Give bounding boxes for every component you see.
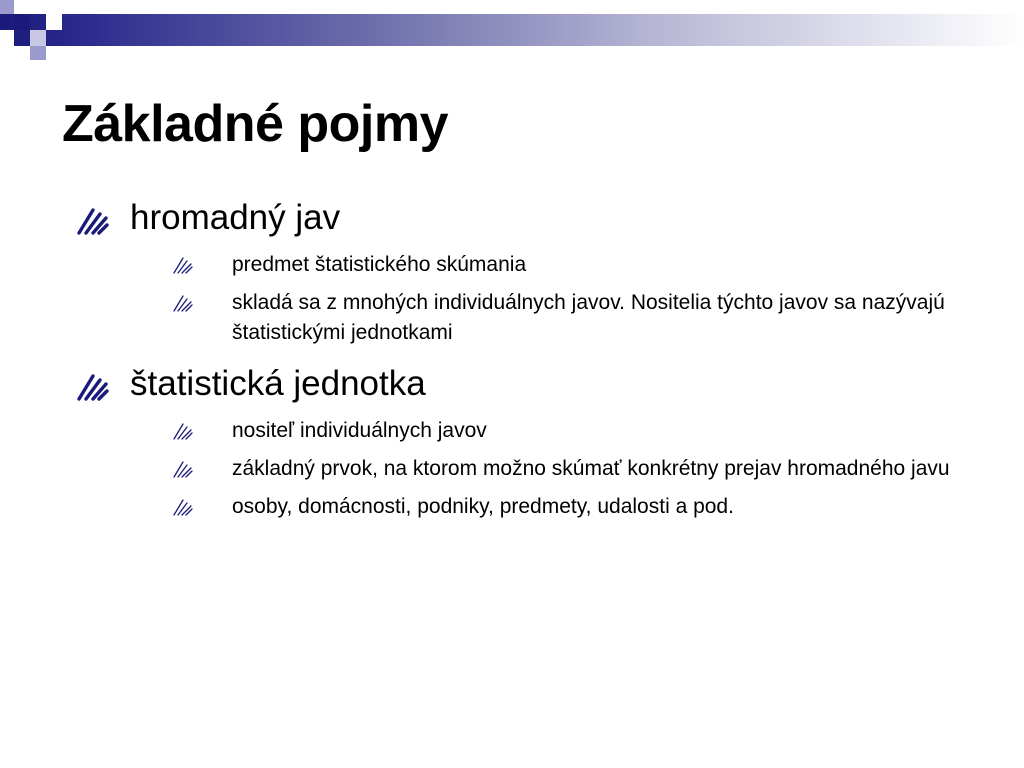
bullet-item-statisticka-jednotka [76,362,976,406]
sub-bullet-item [172,288,976,348]
sub-bullet-item [172,492,976,522]
sub-bullet-text: skladá sa z mnohých individuálnych javov. Nositelia týchto javov sa nazývajú štatistickými jednotkami [232,291,945,344]
hatched-triangle-icon [172,419,194,441]
bullet-list [76,196,976,536]
hatched-triangle-icon [76,202,110,236]
sub-bullet-item [172,454,976,484]
sub-bullet-list [172,250,976,348]
header-gradient-band [0,14,1024,46]
sub-bullet-text: nositeľ individuálnych javov [232,419,487,442]
decor-square [14,14,30,30]
sub-bullet-text: základný prvok, na ktorom možno skúmať konkrétny prejav hromadného javu [232,457,950,480]
sub-bullet-item [172,416,976,446]
sub-bullet-list [172,416,976,522]
decor-square [46,14,62,30]
hatched-triangle-icon [172,495,194,517]
hatched-triangle-icon [172,253,194,275]
bullet-item-label: štatistická jednotka [130,364,426,403]
bullet-item-hromadny-jav [76,196,976,240]
decor-square [0,30,14,46]
sub-bullet-text: osoby, domácnosti, podniky, predmety, udalosti a pod. [232,495,734,518]
decor-square [30,46,46,60]
hatched-triangle-icon [76,368,110,402]
sub-bullet-text: predmet štatistického skúmania [232,253,527,276]
decor-square [30,0,46,14]
decor-square [30,30,46,46]
decor-square [0,0,14,14]
bullet-item-label: hromadný jav [130,198,341,237]
hatched-triangle-icon [172,457,194,479]
slide-title: Základné pojmy [62,95,448,153]
sub-bullet-item [172,250,976,280]
hatched-triangle-icon [172,291,194,313]
